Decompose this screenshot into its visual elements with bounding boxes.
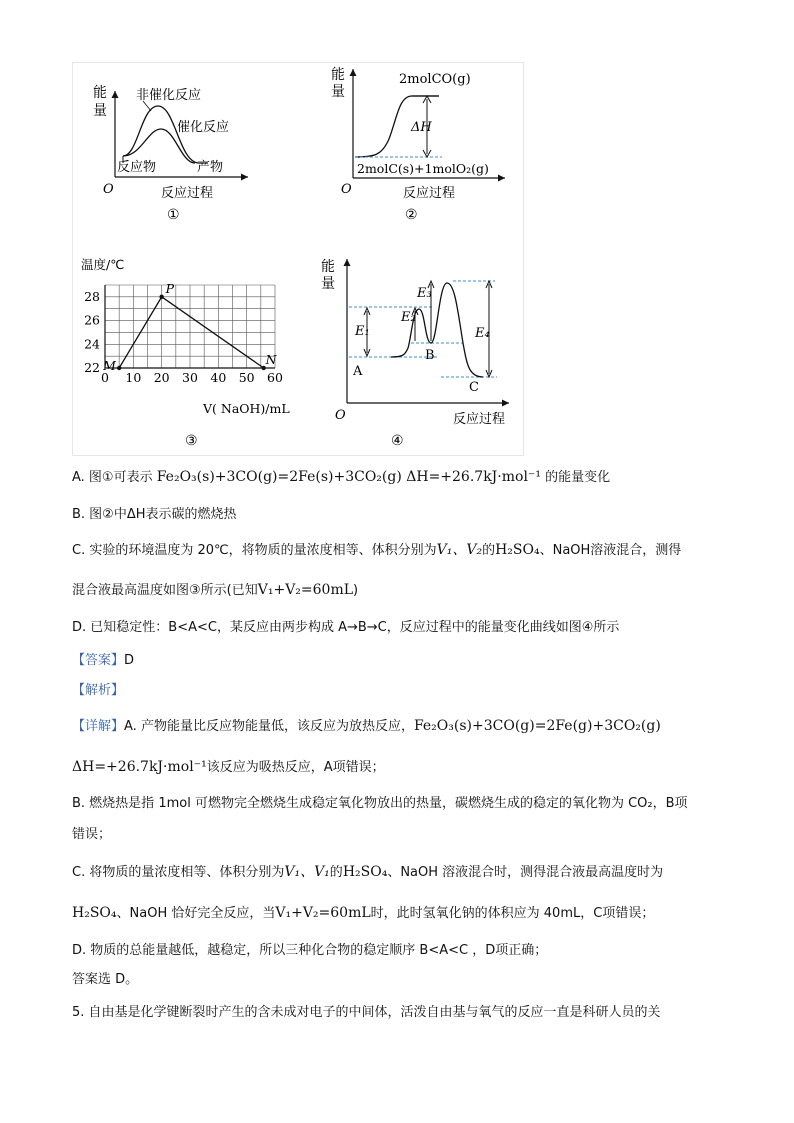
figure-panel	[72, 62, 524, 456]
fig4-e2: E₂	[401, 310, 416, 325]
data-point	[159, 295, 163, 299]
fig4-point-a: A	[353, 364, 363, 379]
option-a: A. 图①可表示 Fe₂O₃(s)+3CO(g)=2Fe(s)+3CO₂(g) ΔH=+26.7kJ·mol⁻¹ 的能量变化	[72, 469, 611, 485]
chart-xlabel: V( NaOH)/mL	[203, 401, 290, 416]
fig2-origin: O	[341, 182, 352, 197]
y-tick-label: 28	[84, 288, 100, 304]
option-b: B. 图②中ΔH表示碳的燃烧热	[72, 507, 237, 522]
x-tick-label: 60	[267, 370, 283, 385]
fig2-caption: ②	[405, 207, 418, 223]
next-question: 5. 自由基是化学键断裂时产生的含未成对电子的中间体，活泼自由基与氧气的反应一直是科研人员的关	[72, 1005, 661, 1020]
detail-b-line-1: B. 燃烧热是指 1mol 可燃物完全燃烧生成稳定氧化物放出的热量，碳燃烧生成的稳定的氧化物为 CO₂，B项	[72, 796, 688, 811]
y-tick-label: 26	[84, 312, 100, 328]
option-c-line-2: 混合液最高温度如图③所示(已知V₁+V₂=60mL)	[72, 582, 359, 598]
answer-line	[72, 651, 134, 671]
fig1-label-reactant: 反应物	[117, 160, 157, 175]
point-label: P	[165, 280, 175, 296]
fig4-ylabel-1: 能	[321, 259, 335, 275]
fig4-e1: E₁	[355, 324, 370, 339]
fig4-ylabel-2: 量	[321, 276, 335, 292]
answer-tag: 【答案】	[72, 653, 125, 668]
x-tick-label: 0	[101, 370, 109, 385]
fig4-e3: E₃	[417, 286, 432, 301]
point-label: M	[103, 358, 116, 373]
fig4-origin: O	[335, 408, 346, 423]
chart-ylabel: 温度/℃	[81, 257, 125, 272]
fig2-delta-h: ΔH	[411, 120, 432, 135]
fig1-label-catalyzed: 催化反应	[177, 120, 230, 135]
answer-value: D	[124, 653, 135, 668]
fig1-label-uncatalyzed: 非催化反应	[136, 88, 202, 103]
detail-b-line-2: 错误；	[72, 827, 112, 842]
figure-3-temperature-chart	[75, 253, 295, 453]
option-a-equation: Fe₂O₃(s)+3CO(g)=2Fe(s)+3CO₂(g) ΔH=+26.7kJ·mol⁻¹	[156, 469, 541, 485]
fig4-point-c: C	[469, 380, 479, 395]
detail-a-line-2: ΔH=+26.7kJ·mol⁻¹该反应为吸热反应，A项错误；	[72, 759, 385, 775]
detail-c-line-1: C. 将物质的量浓度相等、体积分别为V₁、V₁的H₂SO₄、NaOH 溶液混合时，测得混合液最高温度时为	[72, 864, 664, 880]
option-d: D. 已知稳定性：B<A<C，某反应由两步构成 A→B→C，反应过程中的能量变化曲线如图④所示	[72, 620, 620, 635]
fig1-xlabel: 反应过程	[161, 186, 214, 201]
detail-c-line-2: H₂SO₄、NaOH 恰好完全反应，当V₁+V₂=60mL时，此时氢氧化钠的体积应为 40mL，C项错误；	[72, 905, 655, 921]
x-tick-label: 20	[153, 370, 170, 385]
fig2-xlabel: 反应过程	[403, 186, 456, 201]
fig4-e4: E₄	[475, 326, 490, 341]
point-label: N	[265, 352, 277, 367]
option-c-line-1: C. 实验的环境温度为 20℃，将物质的量浓度相等、体积分别为V₁、V₂的H₂SO₄、NaOH溶液混合，测得	[72, 542, 682, 558]
y-tick-label: 22	[84, 360, 100, 375]
fig2-ylabel-2: 量	[331, 84, 345, 100]
fig2-top-label: 2molCO(g)	[399, 72, 471, 87]
x-tick-label: 50	[238, 370, 255, 385]
fig1-label-product: 产物	[197, 160, 224, 175]
fig1-ylabel-2: 量	[93, 103, 107, 119]
data-point	[117, 366, 121, 370]
analysis-tag: 【解析】	[72, 683, 125, 698]
fig4-energy-curve	[391, 283, 483, 377]
detail-d-line: D. 物质的总能量越低，越稳定，所以三种化合物的稳定顺序 B<A<C ，D项正确；	[72, 943, 548, 958]
fig4-xlabel: 反应过程	[453, 412, 506, 427]
fig4-caption: ④	[391, 433, 404, 449]
detail-final: 答案选 D。	[72, 972, 139, 987]
y-tick-label: 24	[84, 336, 100, 352]
figure-2-energy-co	[327, 63, 517, 228]
fig4-point-b: B	[425, 348, 435, 363]
x-tick-label: 40	[210, 370, 227, 385]
fig2-ylabel-1: 能	[331, 67, 345, 83]
fig1-caption: ①	[167, 207, 180, 223]
detail-tag: 【详解】	[72, 719, 125, 734]
fig2-bottom-label: 2molC(s)+1molO₂(g)	[357, 161, 489, 176]
figure-1-energy-catalysis	[83, 71, 263, 231]
x-tick-label: 30	[182, 370, 198, 385]
x-tick-label: 10	[125, 370, 142, 385]
fig1-origin: O	[103, 182, 114, 197]
fig3-caption: ③	[185, 433, 198, 449]
fig1-ylabel-1: 能	[93, 85, 107, 101]
figure-4-two-step-energy	[313, 253, 518, 453]
detail-a-line-1: 【详解】A. 产物能量比反应物能量低，该反应为放热反应，Fe₂O₃(s)+3CO(g)=2Fe(g)+3CO₂(g)	[72, 718, 661, 734]
chart-grid	[105, 285, 275, 368]
